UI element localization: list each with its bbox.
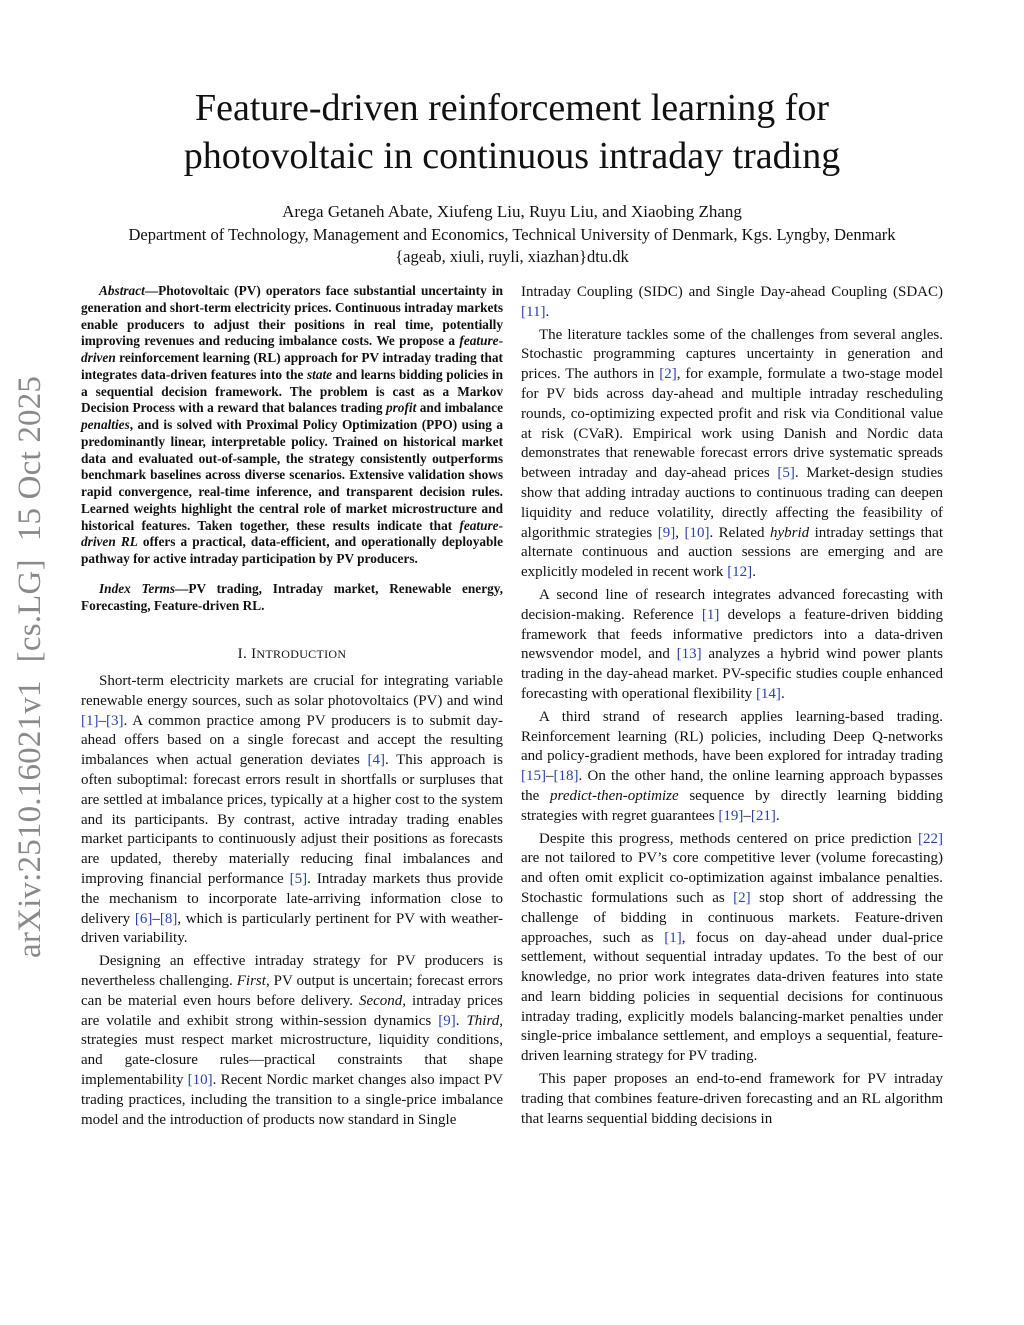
- text: Designing an effective intraday strategy for PV producers is nevertheless challenging.: [81, 953, 503, 989]
- title-line: photovoltaic in continuous intraday trading: [183, 135, 841, 177]
- citation-link[interactable]: [2]: [659, 366, 677, 383]
- citation-link[interactable]: [1]: [701, 606, 720, 623]
- text: –: [743, 807, 751, 824]
- paragraph: [521, 326, 943, 583]
- paragraph: [521, 283, 943, 323]
- citation-link[interactable]: [8]: [159, 910, 178, 927]
- citation-link[interactable]: [19]: [718, 807, 744, 824]
- emphasis: Third: [466, 1012, 500, 1029]
- paragraph: [521, 708, 943, 827]
- text: . Related: [709, 524, 770, 541]
- text: , PV output is uncertain; forecast errors can be material even hours before delivery.: [81, 973, 503, 1009]
- arxiv-date: 15 Oct 2025: [12, 375, 48, 542]
- abstract-emphasis: feature-driven RL: [81, 517, 503, 550]
- left-column: [81, 283, 503, 1130]
- text: are not tailored to PV’s core competitive lever (volume forecasting) and often omit explicit co-optimization against imbalance penalties. Stochastic formulations such as: [521, 850, 943, 906]
- text: Short-term electricity markets are crucial for integrating variable renewable energy sources, such as solar photovoltaics (PV) and wind: [81, 673, 503, 709]
- abstract-emphasis: profit: [385, 400, 417, 416]
- abstract-text: offers a practical, data-efficient, and operationally deployable pathway for active intraday participation by PV producers.: [81, 534, 503, 566]
- text: stop short of addressing the challenge of bidding in continuous markets. Feature-driven approaches, such as: [521, 889, 943, 946]
- text: –: [546, 768, 554, 785]
- arxiv-stamp[interactable]: [12, 358, 49, 958]
- abstract-text: , and is solved with Proximal Policy Optimization (PPO) using a predominantly linear, interpretable policy. Trained on historical market data and evaluated out-of-sample, the strategy consistently outperforms benchmark baselines across diverse scenarios. Extensive validation shows rapid convergence, real-time inference, and transparent decision rules. Learned weights highlight the central role of market microstructure and historical features. Taken together, these results indicate that: [81, 417, 503, 533]
- section-title-initial: I: [251, 646, 257, 663]
- text: . On the other hand, the online learning approach bypasses the: [521, 768, 943, 804]
- text: , intraday prices are volatile and exhibit strong within-session dynamics: [81, 992, 503, 1029]
- citation-link[interactable]: [21]: [750, 807, 776, 824]
- citation-link[interactable]: [13]: [676, 646, 702, 663]
- author-names: Arega Getaneh Abate, Xiufeng Liu, Ruyu Liu, and Xiaobing Zhang: [282, 202, 742, 221]
- text: . This approach is often suboptimal: forecast errors result in shortfalls or surpluses that are settled at imbalance prices, typically at a higher cost to the system and its participants. By contrast, active intraday trading enables market participants to continuously adjust their positions as forecasts are updated, thereby materially reducing final imbalances and improving financial performance: [81, 752, 504, 888]
- paragraph: [521, 830, 943, 1068]
- text: .: [775, 807, 780, 824]
- text: intraday settings that alternate continuous and auction sessions are emerging and are explicitly modeled in recent work: [521, 524, 943, 581]
- citation-link[interactable]: [12]: [727, 564, 753, 581]
- text: .: [455, 1012, 467, 1029]
- text: . Market-design studies show that adding intraday auctions to continuous trading can deepen liquidity and reduce volatility, directly affecting the feasibility of algorithmic strategies: [521, 465, 944, 541]
- text: . Recent Nordic market changes also impact PV trading practices, including the transition to a single-price imbalance model and the introduction of products now standard in Single: [81, 1071, 503, 1128]
- arxiv-category: [cs.LG]: [12, 559, 48, 663]
- citation-link[interactable]: [6]: [134, 910, 153, 927]
- text: The literature tackles some of the challenges from several angles. Stochastic programming captures uncertainty in generation and prices. The authors in: [521, 326, 943, 383]
- index-terms-label: Index Terms: [99, 580, 176, 596]
- author-affiliation: Department of Technology, Management and Economics, Technical University of Denmark, Kgs. Lyngby, Denmark: [128, 225, 896, 244]
- arxiv-id[interactable]: arXiv:2510.16021v1: [12, 680, 48, 958]
- citation-link[interactable]: [14]: [755, 685, 781, 702]
- index-terms-text: —PV trading, Intraday market, Renewable energy, Forecasting, Feature-driven RL.: [81, 580, 503, 613]
- abstract-text: and learns bidding policies in a sequential decision framework. The problem is cast as a Markov Decision Process with a reward that balances trading: [81, 366, 503, 416]
- text: A second line of research integrates advanced forecasting with decision-making. Reference: [521, 586, 943, 623]
- text: ,: [675, 524, 685, 541]
- citation-link[interactable]: [9]: [438, 1012, 456, 1029]
- text: , which is particularly pertinent for PV with weather-driven variability.: [81, 910, 503, 947]
- emphasis: Second: [358, 992, 403, 1009]
- text: . A common practice among PV producers is to submit day-ahead offers based on a single forecast and accept the resulting imbalances when actual generation deviates: [81, 712, 503, 769]
- abstract-text: and imbalance: [416, 400, 503, 416]
- emphasis: First: [236, 973, 266, 989]
- abstract-label: Abstract: [99, 283, 145, 298]
- author-emails: {ageab, xiuli, ruyli, xiazhan}dtu.dk: [395, 247, 629, 266]
- citation-link[interactable]: [5]: [777, 465, 795, 482]
- citation-link[interactable]: [5]: [289, 871, 308, 888]
- paper-title: [100, 84, 924, 180]
- text: sequence by directly learning bidding strategies with regret guarantees: [521, 787, 943, 824]
- abstract-emphasis: feature-driven: [81, 333, 503, 365]
- citation-link[interactable]: [22]: [918, 830, 943, 847]
- paragraph: [81, 952, 503, 1130]
- text: A third strand of research applies learning-based trading. Reinforcement learning (RL) policies, including Deep Q-networks and policy-gradient methods, have been explored for intraday trading: [521, 708, 943, 765]
- citation-link[interactable]: [18]: [553, 768, 579, 785]
- text: .: [780, 685, 785, 702]
- citation-link[interactable]: [4]: [367, 752, 385, 769]
- paragraph: [81, 672, 503, 949]
- section-number: I.: [237, 646, 248, 663]
- citation-link[interactable]: [2]: [733, 889, 751, 906]
- text: , for example, formulate a two-stage model for PV bids across day-ahead and multiple intraday rescheduling rounds, co-optimizing expected profit and risk via Conditional value at risk (CVaR). Empirical work using Danish and Nordic data demonstrates that renewable forecast errors drive systematic spreads between intraday and day-ahead prices: [521, 366, 943, 482]
- index-terms: [81, 581, 503, 615]
- text: –: [98, 712, 106, 729]
- citation-link[interactable]: [10]: [684, 524, 710, 541]
- text: –: [152, 910, 160, 927]
- text: , strategies must respect market microstructure, liquidity conditions, and gate-closure rules—practical constraints that shape implementability: [81, 1012, 503, 1088]
- text: . Intraday markets thus provide the mechanism to incorporate late-arriving information close to delivery: [81, 871, 503, 927]
- title-line: Feature-driven reinforcement learning for: [194, 87, 830, 129]
- right-column: [521, 283, 943, 1129]
- abstract-text: —Photovoltaic (PV) operators face substantial uncertainty in generation and short-term electricity prices. Continuous intraday markets enable producers to adjust their positions in real time, potentially improving revenues and reducing imbalance costs. We propose a: [81, 283, 503, 349]
- text: develops a feature-driven bidding framework that feeds informative predictors into a data-driven newsvendor model, and: [521, 606, 943, 663]
- citation-link[interactable]: [1]: [664, 929, 682, 946]
- text: Intraday Coupling (SIDC) and Single Day-ahead Coupling (SDAC): [521, 284, 943, 300]
- abstract-emphasis: penalties: [81, 417, 130, 432]
- citation-link[interactable]: [15]: [521, 768, 546, 785]
- emphasis: hybrid: [769, 524, 810, 541]
- section-title-rest: NTRODUCTION: [256, 647, 347, 662]
- text: This paper proposes an end-to-end framework for PV intraday trading that combines feature-driven forecasting and an RL algorithm that learns sequential bidding decisions in: [521, 1071, 943, 1127]
- emphasis: predict-then-optimize: [550, 787, 679, 804]
- text: , focus on day-ahead under dual-price settlement, without sequential intraday updates. To the best of our knowledge, no prior work integrates data-driven features into state and learn bidding policies in sequential decisions for continuous intraday trading, explicitly models balancing-market penalties under single-price imbalance settlement, and employs a sequential, feature-driven learning strategy for PV trading.: [521, 929, 943, 1065]
- paragraph: [521, 586, 943, 705]
- text: analyzes a hybrid wind power plants trading in the day-ahead market. PV-specific studies couple enhanced forecasting with operational flexibility: [521, 646, 943, 702]
- author-block: [60, 201, 964, 268]
- paragraph: [521, 1070, 943, 1129]
- text: Despite this progress, methods centered on price prediction: [539, 830, 918, 847]
- abstract: [81, 283, 503, 568]
- text: .: [545, 303, 550, 320]
- citation-link[interactable]: [11]: [521, 303, 546, 320]
- section-heading: [81, 645, 503, 665]
- abstract-emphasis: state: [306, 366, 333, 382]
- citation-link[interactable]: [9]: [657, 524, 676, 541]
- abstract-text: reinforcement learning (RL) approach for PV intraday trading that integrates data-driven features into the: [81, 350, 503, 382]
- citation-link[interactable]: [1]: [81, 712, 99, 729]
- text: .: [752, 564, 756, 581]
- citation-link[interactable]: [3]: [106, 712, 124, 729]
- citation-link[interactable]: [10]: [187, 1071, 213, 1088]
